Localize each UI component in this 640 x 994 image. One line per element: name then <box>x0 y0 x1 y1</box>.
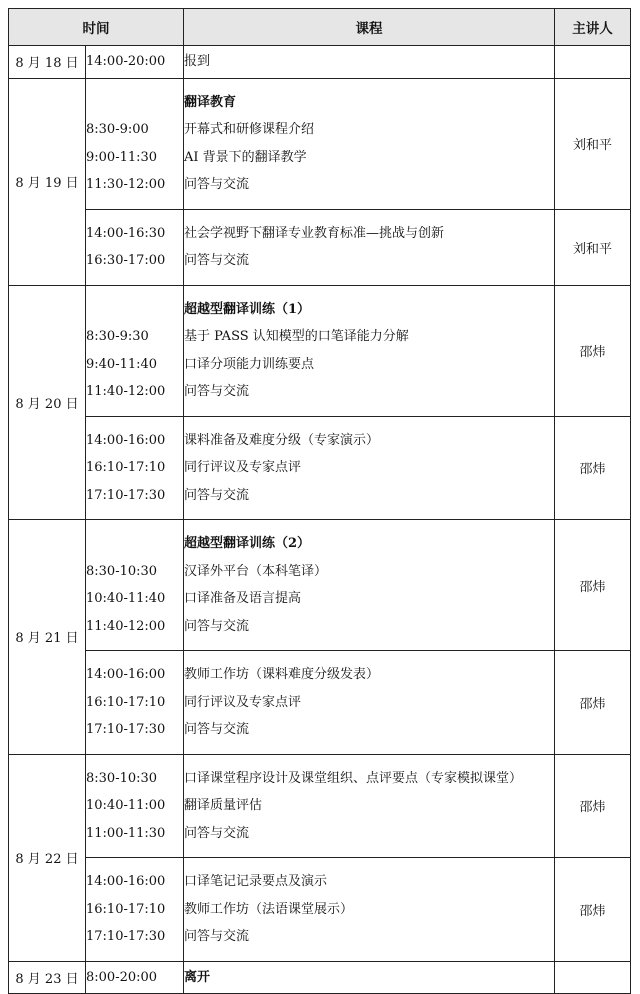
time-slot: 8:30-10:30 <box>86 563 158 579</box>
schedule-table <box>8 8 631 994</box>
time-slot: 17:10-17:30 <box>86 929 166 944</box>
time-slot: 14:00-16:00 <box>86 874 166 889</box>
date-cell: 8 月 22 日 <box>9 754 86 961</box>
time-cell <box>86 520 184 651</box>
course-cell <box>184 285 555 416</box>
course-item: 社会学视野下翻译专业教育标准—挑战与创新 <box>184 225 445 241</box>
date-cell: 8 月 23 日 <box>9 961 86 994</box>
time-cell <box>86 416 184 520</box>
time-slot <box>86 296 183 324</box>
schedule-body <box>9 46 631 994</box>
time-cell <box>86 46 184 79</box>
course-item: 问答与交流 <box>184 722 250 737</box>
time-slot: 14:00-20:00 <box>86 54 166 69</box>
course-heading: 超越型翻译训练（1） <box>184 301 311 317</box>
course-heading: 翻译教育 <box>184 94 237 110</box>
course-item: 问答与交流 <box>184 618 250 634</box>
course-item: AI 背景下的翻译教学 <box>184 149 307 165</box>
session-row <box>9 209 631 285</box>
course-cell <box>184 961 555 994</box>
date-cell: 8 月 19 日 <box>9 78 86 285</box>
time-slot: 8:30-9:30 <box>86 329 149 344</box>
course-cell <box>184 754 555 858</box>
course-cell <box>184 520 555 651</box>
time-cell <box>86 78 184 209</box>
time-cell <box>86 754 184 858</box>
time-slot <box>86 530 183 558</box>
time-slot: 16:30-17:00 <box>86 253 166 268</box>
session-row <box>9 651 631 755</box>
time-slot: 11:40-12:00 <box>86 384 166 399</box>
session-row <box>9 285 631 416</box>
course-cell <box>184 651 555 755</box>
time-cell <box>86 858 184 962</box>
time-slot: 11:00-11:30 <box>86 825 166 841</box>
time-slot: 17:10-17:30 <box>86 487 166 503</box>
session-row <box>9 754 631 858</box>
time-cell <box>86 285 184 416</box>
course-item: 口译课堂程序设计及课堂组织、点评要点（专家模拟课堂） <box>184 770 523 786</box>
lecturer-cell <box>555 961 631 994</box>
course-cell <box>184 46 555 79</box>
time-slot <box>86 89 183 117</box>
course-item: 同行评议及专家点评 <box>184 694 302 710</box>
time-slot: 14:00-16:00 <box>86 432 166 448</box>
lecturer-cell: 邵炜 <box>555 754 631 858</box>
course-item: 口译准备及语言提高 <box>184 591 302 606</box>
session-row <box>9 961 631 994</box>
time-slot: 11:40-12:00 <box>86 618 166 634</box>
course-item: 问答与交流 <box>184 384 250 399</box>
header-time: 时间 <box>9 9 184 46</box>
session-row <box>9 78 631 209</box>
lecturer-cell <box>555 46 631 79</box>
course-item: 基于 PASS 认知模型的口笔译能力分解 <box>184 329 409 344</box>
course-heading: 离开 <box>184 969 211 985</box>
course-cell <box>184 416 555 520</box>
course-item: 口译分项能力训练要点 <box>184 356 315 372</box>
lecturer-cell: 刘和平 <box>555 209 631 285</box>
course-item: 教师工作坊（法语课堂展示） <box>184 901 354 917</box>
course-cell <box>184 858 555 962</box>
course-item: 课料准备及难度分级（专家演示） <box>184 432 380 448</box>
header-course: 课程 <box>184 9 555 46</box>
session-row <box>9 520 631 651</box>
date-cell: 8 月 21 日 <box>9 520 86 755</box>
header-row <box>9 9 631 46</box>
lecturer-cell: 刘和平 <box>555 78 631 209</box>
time-slot: 8:30-10:30 <box>86 770 158 786</box>
course-item: 报到 <box>184 54 211 69</box>
time-slot: 11:30-12:00 <box>86 177 166 192</box>
lecturer-cell: 邵炜 <box>555 285 631 416</box>
time-slot: 9:40-11:40 <box>86 356 158 372</box>
time-slot: 10:40-11:40 <box>86 591 166 606</box>
course-cell <box>184 209 555 285</box>
date-cell: 8 月 20 日 <box>9 285 86 520</box>
course-item: 问答与交流 <box>184 825 250 841</box>
session-row <box>9 416 631 520</box>
time-slot: 16:10-17:10 <box>86 901 166 917</box>
time-cell <box>86 651 184 755</box>
course-heading: 超越型翻译训练（2） <box>184 536 311 551</box>
time-slot: 14:00-16:30 <box>86 225 166 241</box>
course-item: 问答与交流 <box>184 253 250 268</box>
time-slot: 8:00-20:00 <box>86 969 158 985</box>
time-slot: 16:10-17:10 <box>86 460 166 475</box>
time-slot: 10:40-11:00 <box>86 798 166 813</box>
time-slot: 9:00-11:30 <box>86 149 158 165</box>
time-slot: 8:30-9:00 <box>86 122 149 137</box>
time-slot: 14:00-16:00 <box>86 667 166 682</box>
course-item: 问答与交流 <box>184 177 250 192</box>
course-item: 教师工作坊（课料难度分级发表） <box>184 667 380 682</box>
time-cell <box>86 961 184 994</box>
course-item: 同行评议及专家点评 <box>184 460 302 475</box>
lecturer-cell: 邵炜 <box>555 651 631 755</box>
time-cell <box>86 209 184 285</box>
course-item: 汉译外平台（本科笔译） <box>184 563 328 579</box>
course-item: 问答与交流 <box>184 929 250 944</box>
course-item: 翻译质量评估 <box>184 798 263 813</box>
course-item: 问答与交流 <box>184 487 250 503</box>
lecturer-cell: 邵炜 <box>555 416 631 520</box>
time-slot: 17:10-17:30 <box>86 722 166 737</box>
time-slot: 16:10-17:10 <box>86 694 166 710</box>
date-cell: 8 月 18 日 <box>9 46 86 79</box>
course-item: 口译笔记记录要点及演示 <box>184 874 328 889</box>
course-item: 开幕式和研修课程介绍 <box>184 122 315 137</box>
lecturer-cell: 邵炜 <box>555 520 631 651</box>
header-lecturer: 主讲人 <box>555 9 631 46</box>
session-row <box>9 46 631 79</box>
course-cell <box>184 78 555 209</box>
session-row <box>9 858 631 962</box>
lecturer-cell: 邵炜 <box>555 858 631 962</box>
